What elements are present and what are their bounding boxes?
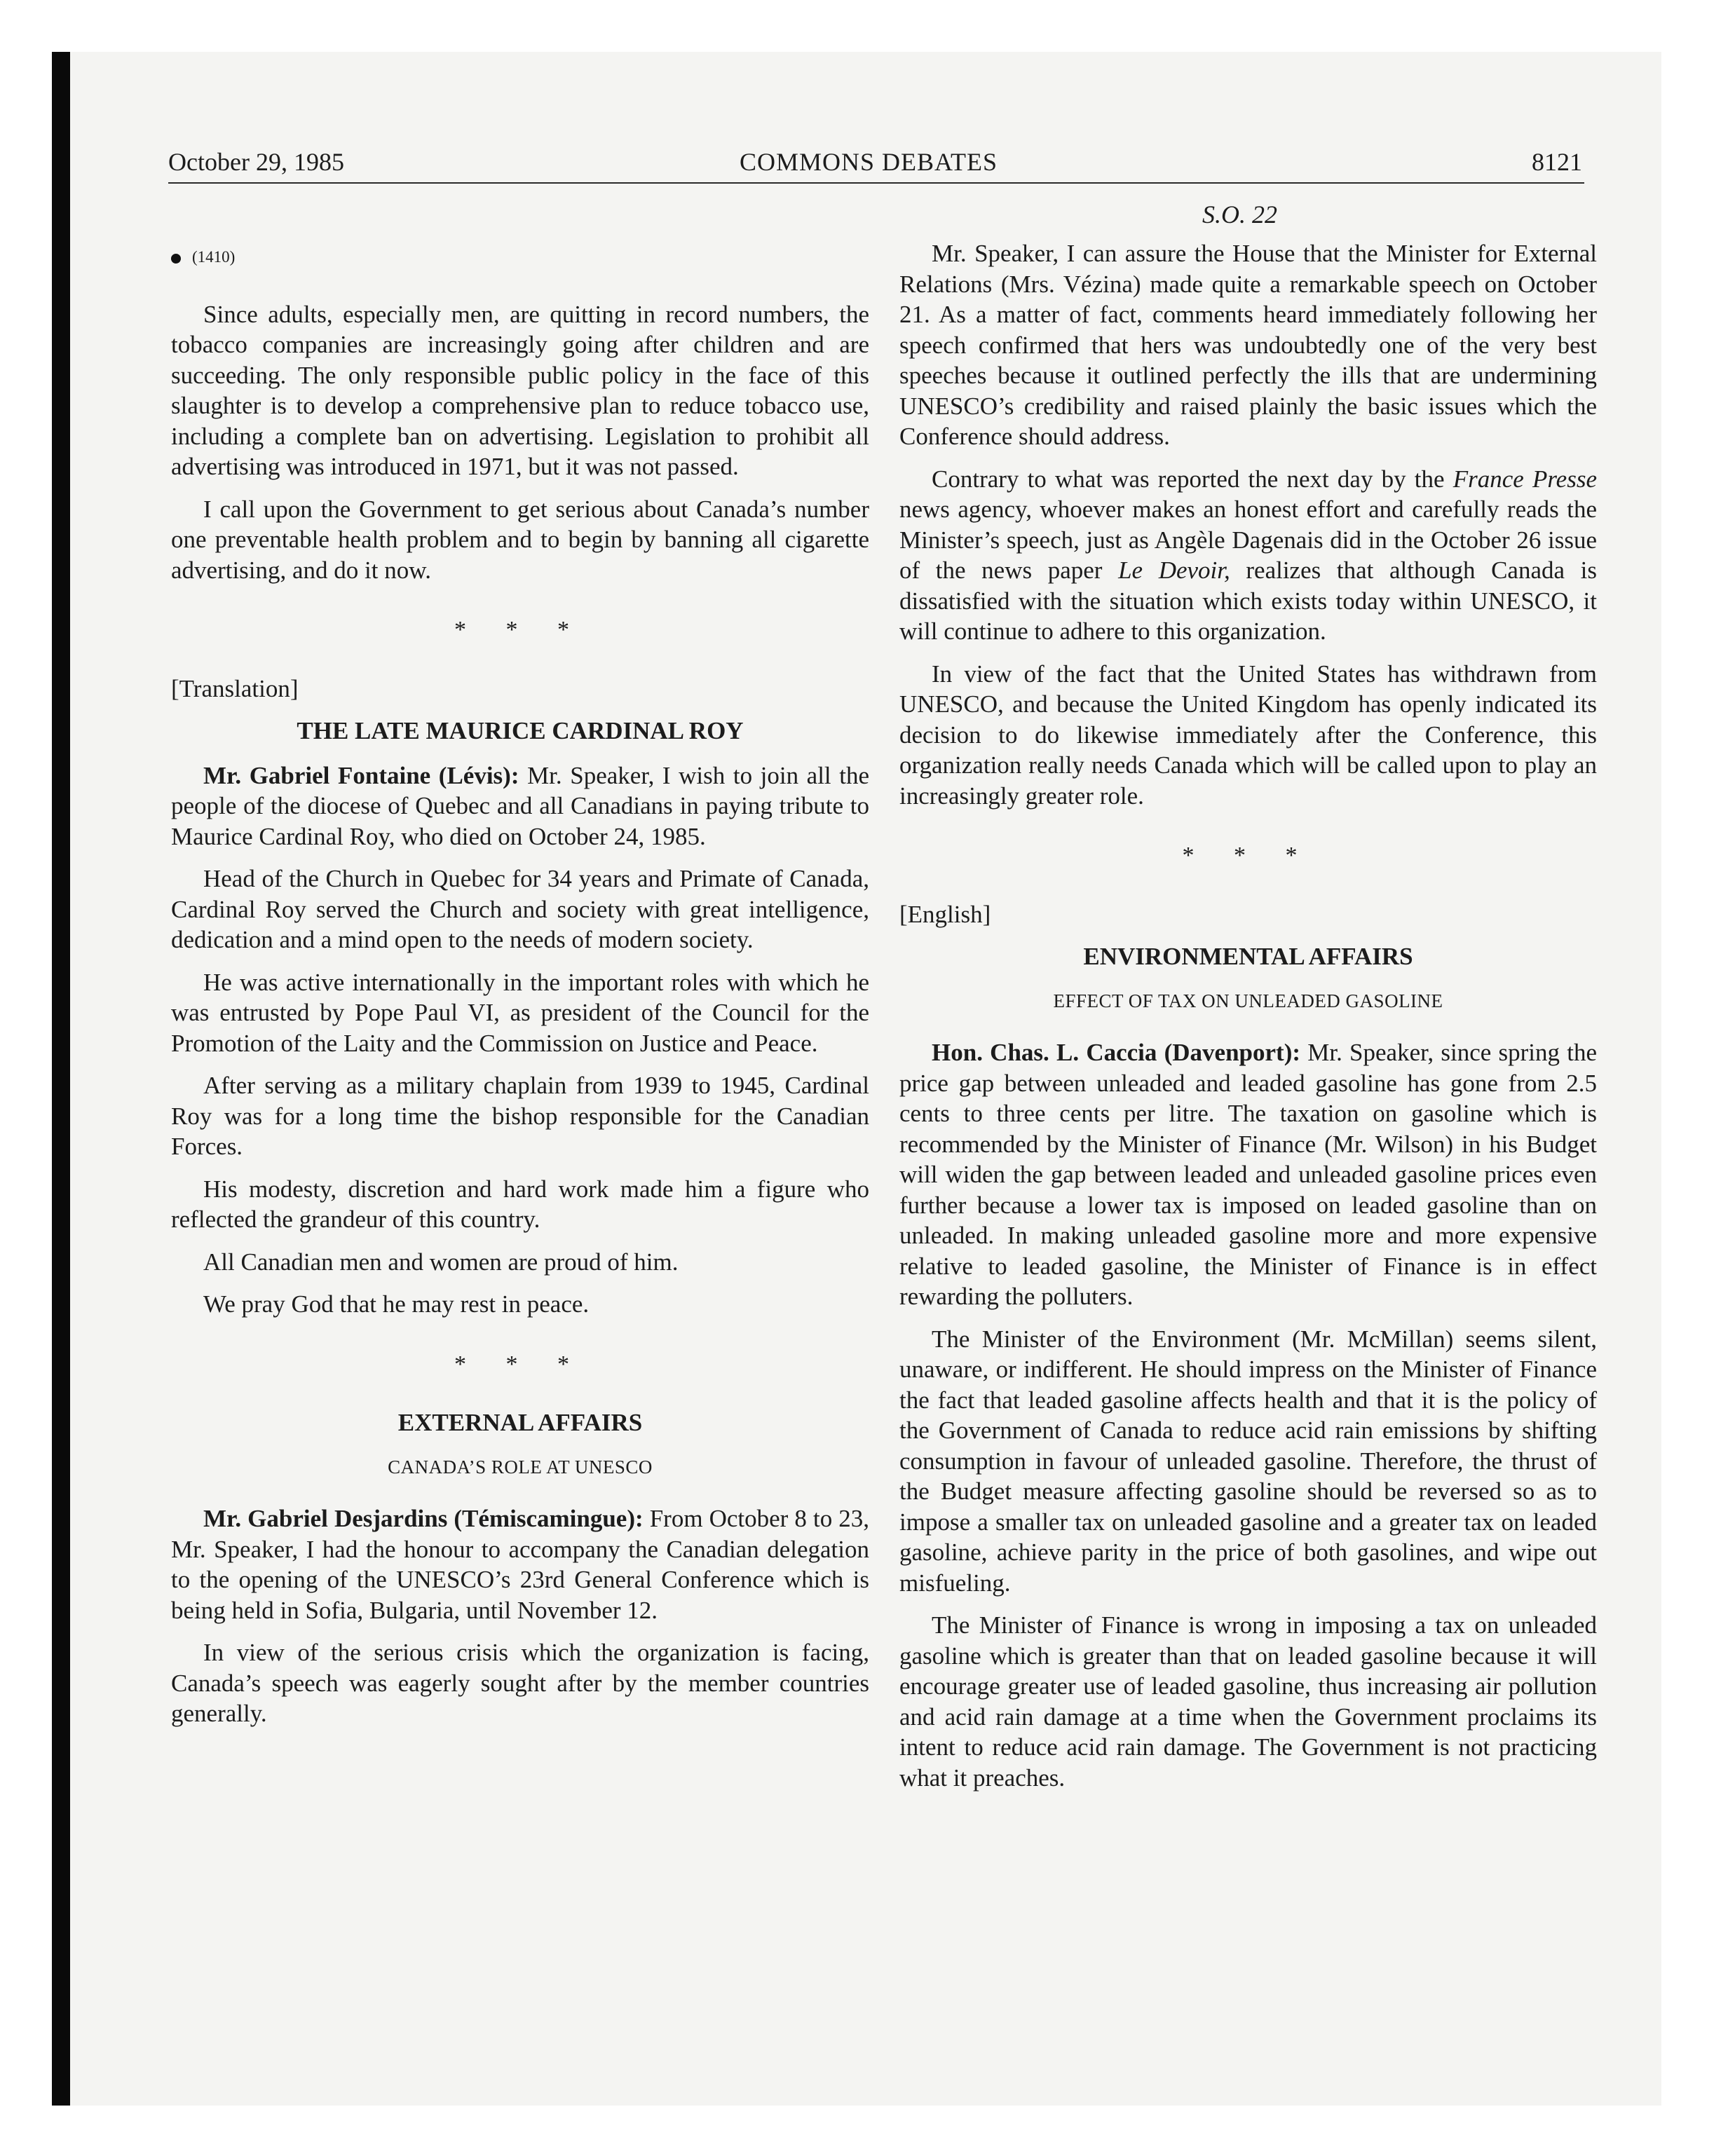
- language-tag: [Translation]: [171, 674, 299, 702]
- paragraph: His modesty, discretion and hard work made him a figure who reflected the grandeur of this country.: [171, 1175, 869, 1233]
- paragraph: In view of the fact that the United States has withdrawn from UNESCO, and because the United Kingdom has openly indicated its decision to do likewise immediately after the Conference, this organization really needs Canada which will be called upon to play an increasingly greater role.: [899, 660, 1597, 810]
- paragraph: We pray God that he may rest in peace.: [203, 1290, 590, 1318]
- speaker-name: Mr. Gabriel Fontaine (Lévis):: [203, 761, 519, 789]
- page-number: 8121: [1532, 148, 1582, 176]
- left-column: [171, 242, 869, 1741]
- speaker-name: Hon. Chas. L. Caccia (Davenport):: [932, 1039, 1301, 1066]
- paragraph: All Canadian men and women are proud of him.: [203, 1248, 679, 1276]
- section-heading: EXTERNAL AFFAIRS: [397, 1409, 643, 1436]
- language-tag: [English]: [899, 900, 991, 928]
- paragraph: After serving as a military chaplain from 1939 to 1945, Cardinal Roy was for a long time the bishop responsible for the Canadian Forces.: [171, 1072, 869, 1160]
- paragraph: In view of the serious crisis which the organization is facing, Canada’s speech was eagerly sought after by the member countries generally.: [171, 1639, 869, 1727]
- statement-paragraph: Hon. Chas. L. Caccia (Davenport): Mr. Speaker, since spring the price gap between unleaded and leaded gasoline has gone from 2.5 cents to three cents per litre. The taxation on gasoline which is recommended by the Minister of Finance (Mr. Wilson) in his Budget will widen the gap between leaded and unleaded gasoline prices even further because a lower tax is imposed on leaded gasoline than on unleaded. In making unleaded gasoline more and more expensive relative to leaded gasoline, the Minister of Finance is in effect rewarding the polluters.: [899, 1039, 1597, 1310]
- paragraph: The Minister of the Environment (Mr. McMillan) seems silent, unaware, or indifferent. He should impress on the Minister of Finance the fact that leaded gasoline affects health and that it is the policy of the Government of Canada to reduce acid rain emissions by shifting consumption in favour of unleaded gasoline. Therefore, the thrust of the Budget measure affecting gasoline should be reversed so as to impose a smaller tax on unleaded gasoline and a greater tax on leaded gasoline, achieve parity in the price of both gasolines, and wipe out misfueling.: [899, 1325, 1597, 1597]
- header-title: COMMONS DEBATES: [740, 148, 998, 176]
- paragraph: Head of the Church in Quebec for 34 years and Primate of Canada, Cardinal Roy served the Church and society with great intelligence, dedication and a mind open to the needs of modern society.: [171, 865, 869, 953]
- scan-binding-edge: [52, 52, 70, 2106]
- header-rule: [168, 182, 1584, 184]
- paragraph: Since adults, especially men, are quitting in record numbers, the tobacco companies are increasingly going after children and are succeeding. The only responsible public policy in the face of this slaughter is to develop a comprehensive plan to reduce tobacco use, including a complete ban on advertising. Legislation to prohibit all advertising was introduced in 1971, but it was not passed.: [171, 300, 869, 480]
- header-date: October 29, 1985: [168, 148, 344, 176]
- paragraph: He was active internationally in the important roles with which he was entrusted by Pope Paul VI, as president of the Council for the Promotion of the Laity and the Commission on Justice and Peace.: [171, 968, 869, 1057]
- bullet-icon: [171, 254, 181, 264]
- section-separator: * * *: [454, 617, 586, 643]
- paragraph: Mr. Speaker, I can assure the House that the Minister for External Relations (Mrs. Vézina) made quite a remarkable speech on October 21. As a matter of fact, comments heard immediately following her speech confirmed that hers was undoubtedly one of the very best speeches because it outlined perfectly the ills that are undermining UNESCO’s credibility and raised plainly the basic issues which the Conference should address.: [899, 240, 1597, 450]
- section-separator: * * *: [1182, 842, 1314, 868]
- section-heading: ENVIRONMENTAL AFFAIRS: [1083, 943, 1413, 970]
- statement-paragraph: Mr. Gabriel Desjardins (Témiscamingue): From October 8 to 23, Mr. Speaker, I had the honour to accompany the Canadian delegation to the opening of the UNESCO’s 23rd General Conference which is being held in Sofia, Bulgaria, until November 12.: [171, 1505, 870, 1624]
- statement-paragraph: Mr. Gabriel Fontaine (Lévis): Mr. Speaker, I wish to join all the people of the diocese of Quebec and all Canadians in paying tribute to Maurice Cardinal Roy, who died on October 24, 1985.: [171, 761, 870, 850]
- paragraph: The Minister of Finance is wrong in imposing a tax on unleaded gasoline which is greater than that on leaded gasoline because it will encourage greater use of leaded gasoline, thus increasing air pollution and acid rain damage at a time when the Government proclaims its intent to reduce acid rain damage. The Government is not practicing what it preaches.: [899, 1611, 1597, 1792]
- timestamp-text: (1410): [192, 248, 236, 266]
- paragraph: I call upon the Government to get serious about Canada’s number one preventable health problem and to begin by banning all cigarette advertising, and do it now.: [171, 495, 869, 584]
- section-subheading: EFFECT OF TAX ON UNLEADED GASOLINE: [1053, 990, 1443, 1011]
- section-separator: * * *: [454, 1351, 586, 1377]
- standing-order-label: S.O. 22: [1202, 200, 1277, 228]
- publication-name: Le Devoir,: [1118, 557, 1230, 584]
- timestamp-marker: [171, 242, 869, 273]
- paragraph: Contrary to what was reported the next day by the France Presse news agency, whoever makes an honest effort and carefully reads the Minister’s speech, just as Angèle Dagenais did in the October 26 issue of the news paper Le Devoir, realizes that although Canada is dissatisfied with the situation which exists today within UNESCO, it will continue to adhere to this organization.: [899, 465, 1598, 645]
- section-subheading: CANADA’S ROLE AT UNESCO: [388, 1456, 653, 1478]
- right-column: [899, 238, 1597, 1805]
- speaker-name: Mr. Gabriel Desjardins (Témiscamingue):: [203, 1505, 644, 1532]
- section-heading: THE LATE MAURICE CARDINAL ROY: [297, 717, 744, 744]
- publication-name: France Presse: [1452, 465, 1597, 493]
